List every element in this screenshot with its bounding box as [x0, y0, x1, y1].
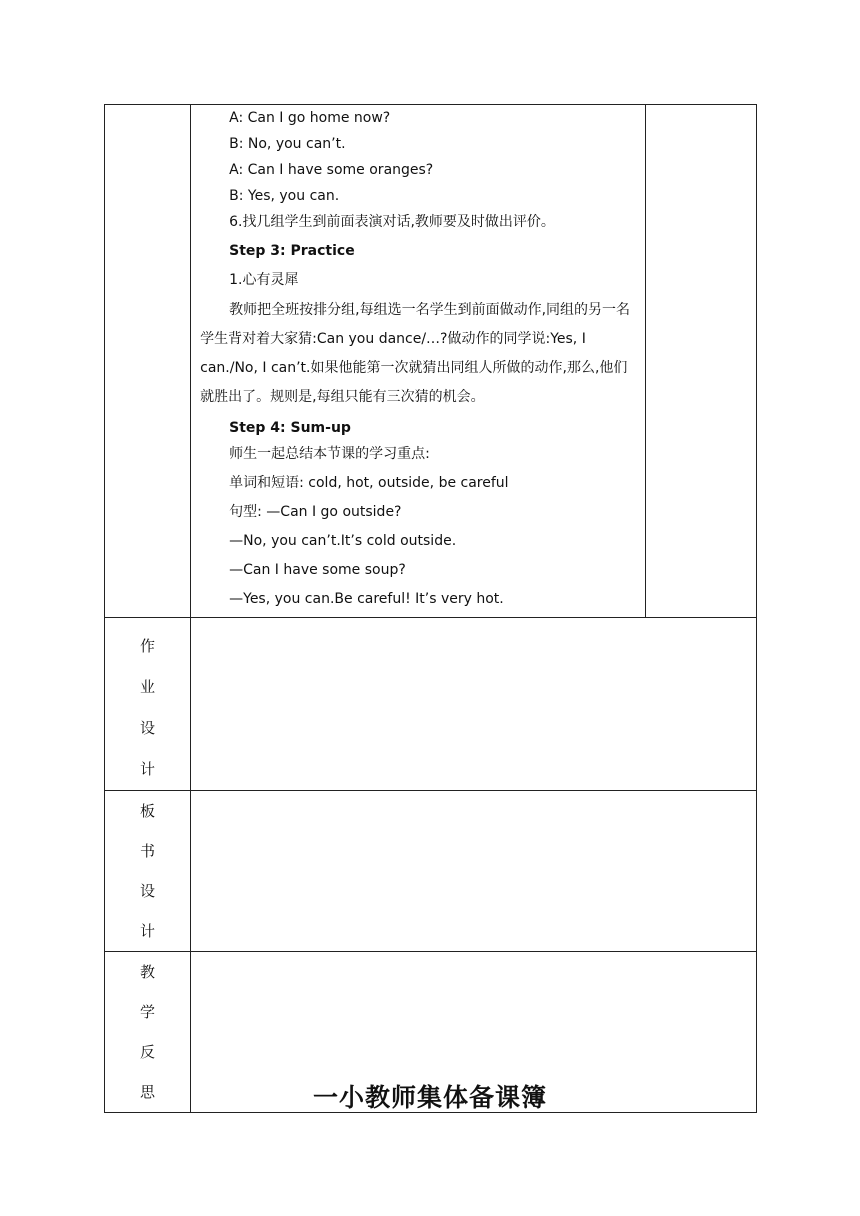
label-char: 教: [140, 963, 156, 981]
step4-line: 句型: —Can I go outside?: [229, 504, 402, 520]
procedure-content-cell: [191, 105, 646, 618]
blackboard-label: [105, 791, 190, 951]
label-char: 计: [140, 760, 156, 778]
blackboard-row: [105, 791, 757, 952]
homework-row: [105, 618, 757, 791]
procedure-label-cell: [105, 105, 191, 618]
label-char: 设: [140, 882, 156, 900]
label-char: 设: [140, 719, 156, 737]
procedure-row: [105, 105, 757, 618]
label-char: 板: [140, 802, 156, 820]
activity-instruction: 6.找几组学生到前面表演对话,教师要及时做出评价。: [229, 214, 555, 230]
step3-item: 1.心有灵犀: [229, 272, 299, 288]
label-char: 书: [140, 842, 156, 860]
step4-heading: Step 4: Sum-up: [229, 420, 351, 436]
dialogue-line: A: Can I have some oranges?: [229, 162, 434, 178]
step4-line: —Can I have some soup?: [229, 562, 406, 578]
homework-label-cell: [105, 618, 191, 791]
step4-line: —Yes, you can.Be careful! It’s very hot.: [229, 591, 504, 607]
procedure-note-cell: [645, 105, 756, 618]
label-char: 学: [140, 1003, 156, 1021]
blackboard-content-cell: [191, 791, 757, 952]
step3-body: 教师把全班按排分组,每组选一名学生到前面做动作,同组的另一名学生背对着大家猜:Can you dance/…?做动作的同学说:Yes, I can./No, I can’t.如果他能第一次就猜出同组人所做的动作,那么,他们就胜出了。规则是,每组只能有三次猜的机会。: [200, 302, 631, 405]
step3-heading: Step 3: Practice: [229, 243, 355, 259]
label-char: 作: [140, 637, 156, 655]
lesson-plan-table: [104, 104, 757, 1113]
step4-line: —No, you can’t.It’s cold outside.: [229, 533, 457, 549]
blackboard-label-cell: [105, 791, 191, 952]
procedure-content: [191, 105, 645, 612]
dialogue-line: B: Yes, you can.: [229, 188, 340, 204]
label-char: 业: [140, 678, 156, 696]
label-char: 思: [140, 1083, 156, 1101]
dialogue-line: A: Can I go home now?: [229, 110, 391, 126]
label-char: 计: [140, 922, 156, 940]
label-char: 反: [140, 1043, 156, 1061]
homework-label: [105, 618, 190, 790]
step4-line: 师生一起总结本节课的学习重点:: [229, 446, 430, 462]
homework-content-cell: [191, 618, 757, 791]
step4-line: 单词和短语: cold, hot, outside, be careful: [229, 475, 509, 491]
page-title: 一小教师集体备课簿: [312, 1083, 547, 1112]
dialogue-line: B: No, you can’t.: [229, 136, 346, 152]
